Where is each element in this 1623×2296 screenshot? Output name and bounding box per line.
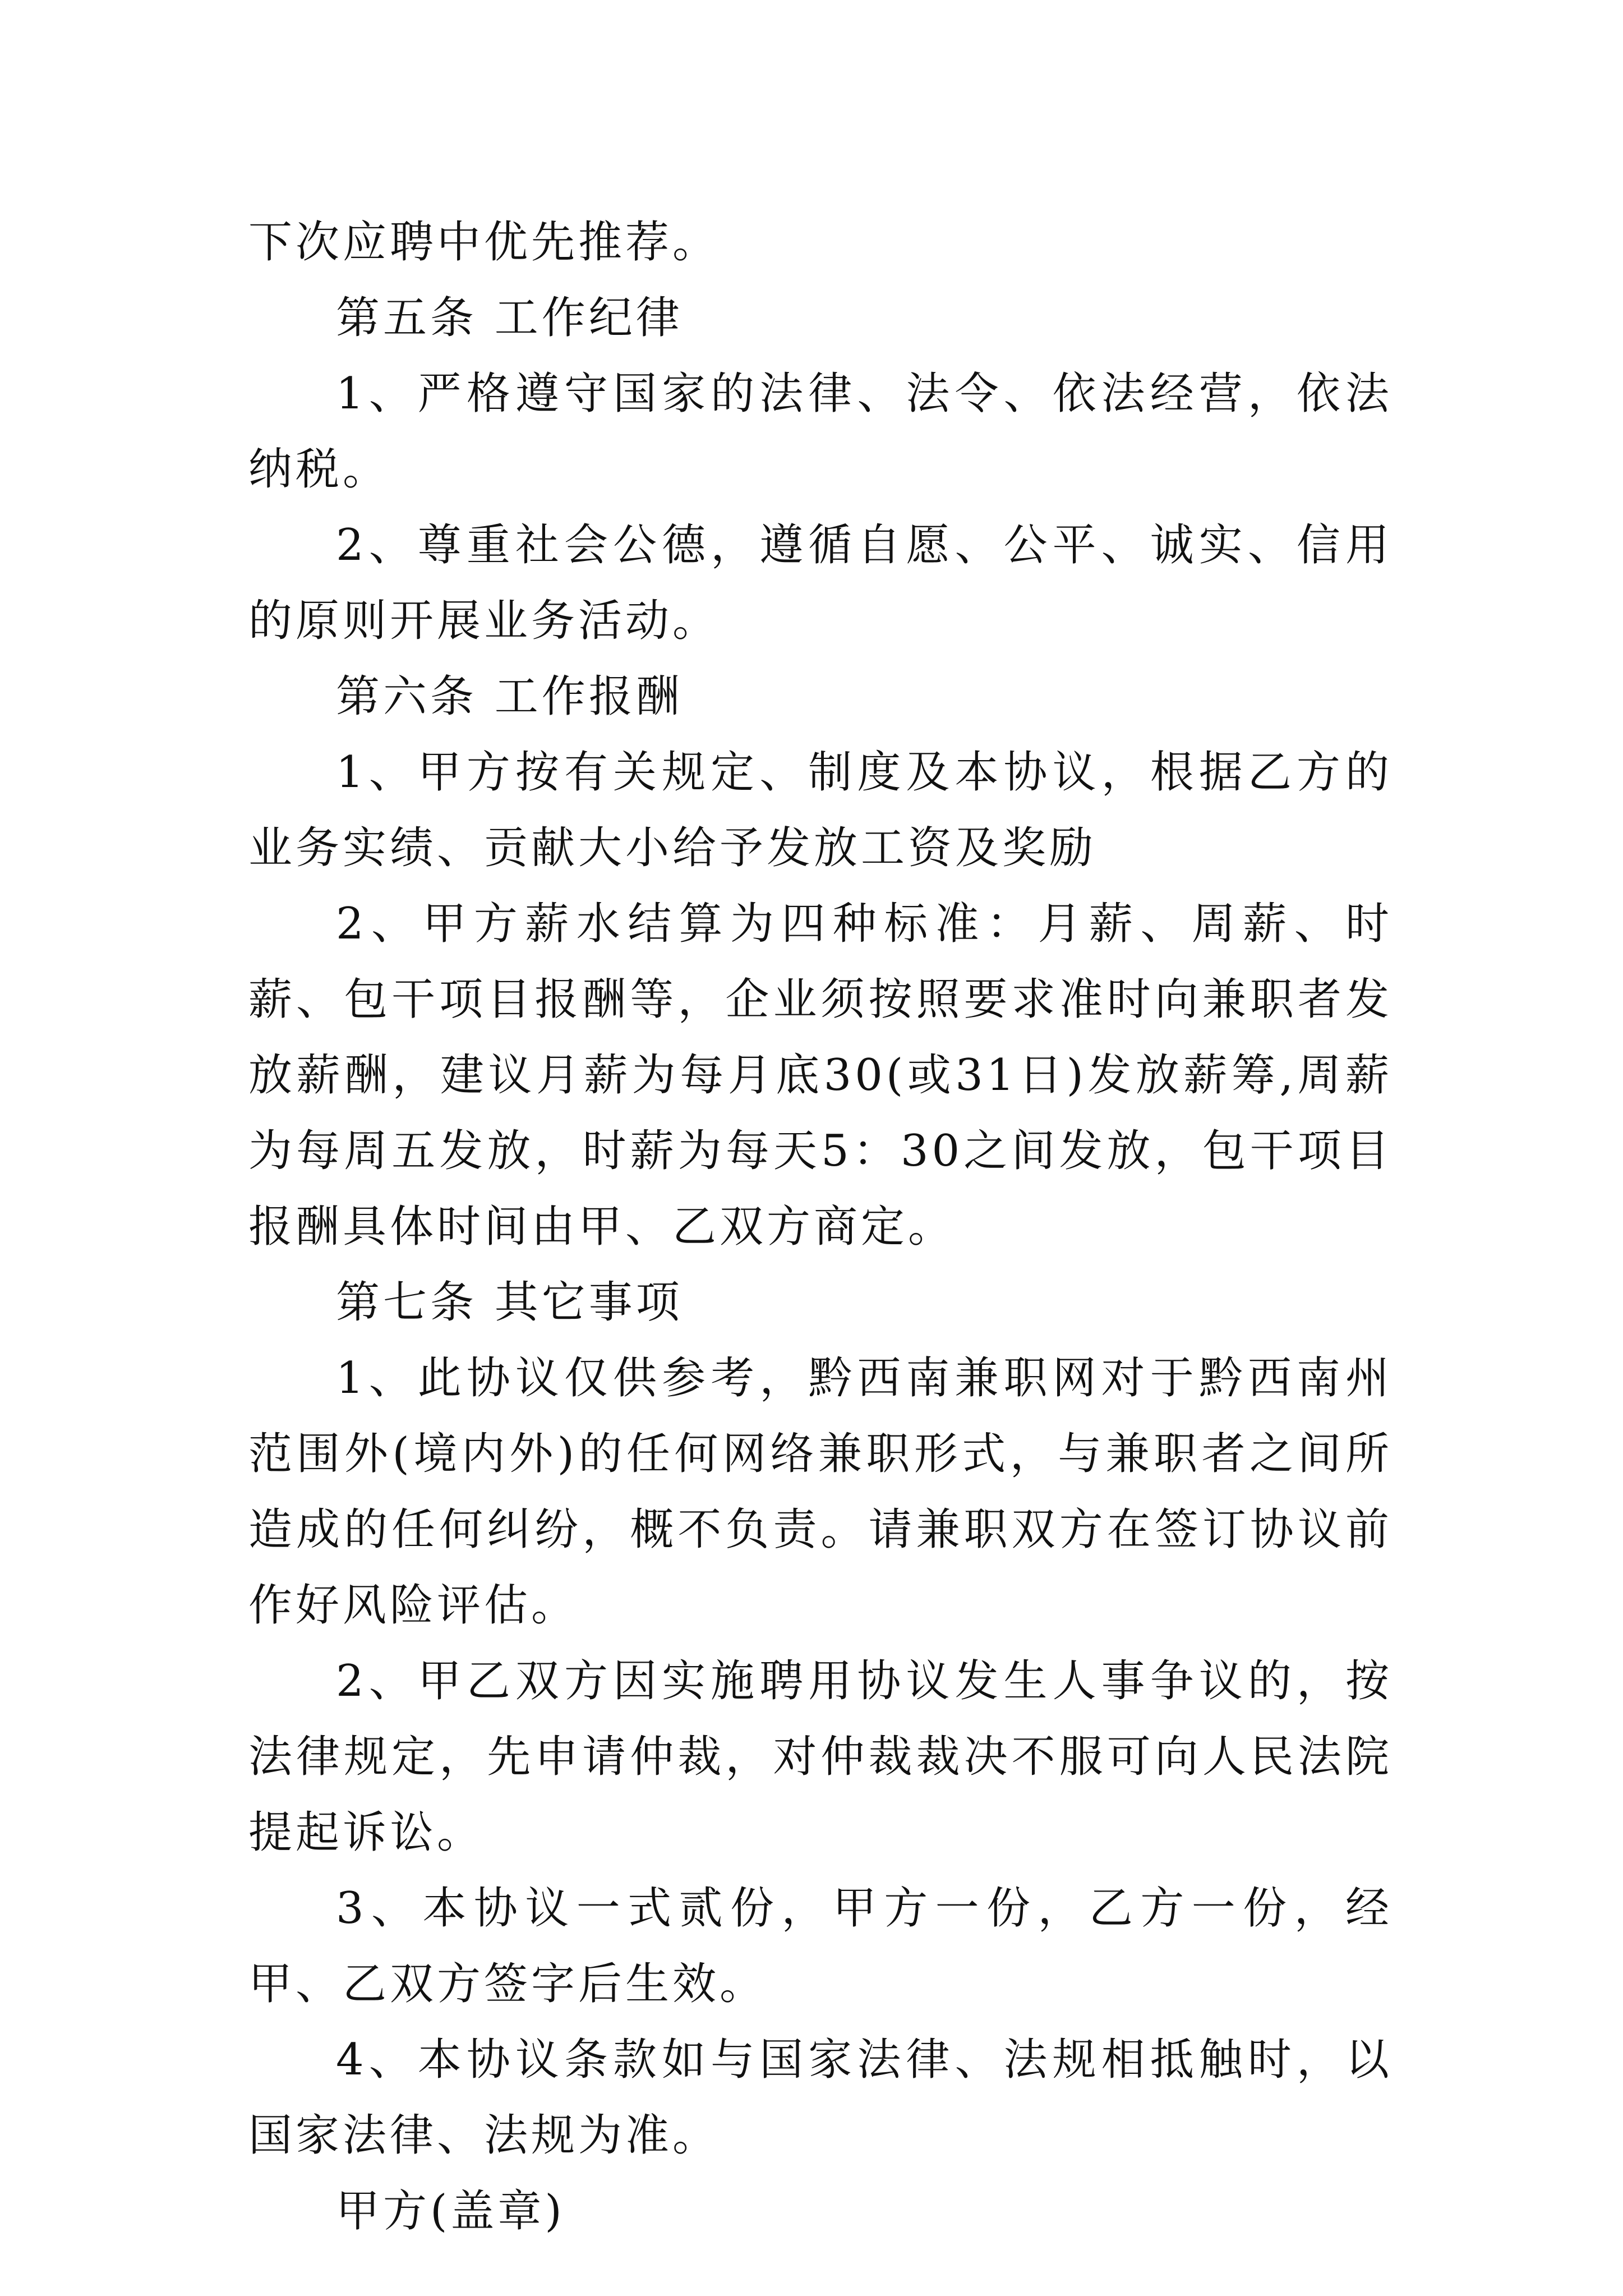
paragraph-continuation: 下次应聘中优先推荐。 [248, 217, 720, 268]
paragraph-6-1: 1、甲方按有关规定、制度及本协议，根据乙方的业务实绩、贡献大小给予发放工资及奖励 [248, 747, 1393, 873]
heading-article-6: 第六条 工作报酬 [336, 671, 683, 722]
heading-article-5: 第五条 工作纪律 [336, 293, 683, 343]
heading-article-7: 第七条 其它事项 [336, 1277, 683, 1328]
document-body [248, 205, 1393, 2249]
paragraph-6-2: 2、甲方薪水结算为四种标准：月薪、周薪、时薪、包干项目报酬等，企业须按照要求准时向兼职者发放薪酬，建议月薪为每月底30(或31日)发放薪筹,周薪为每周五发放，时薪为每天5：30之间发放，包干项目报酬具体时间由甲、乙双方商定。 [248, 899, 1393, 1252]
paragraph-7-2: 2、甲乙双方因实施聘用协议发生人事争议的，按法律规定，先申请仲裁，对仲裁裁决不服可向人民法院提起诉讼。 [248, 1656, 1393, 1858]
paragraph-5-1: 1、严格遵守国家的法律、法令、依法经营，依法纳税。 [248, 369, 1393, 495]
paragraph-5-2: 2、尊重社会公德，遵循自愿、公平、诚实、信用的原则开展业务活动。 [248, 520, 1393, 646]
party-a-seal-label: 甲方(盖章) [336, 2186, 565, 2237]
paragraph-7-4: 4、本协议条款如与国家法律、法规相抵触时，以国家法律、法规为准。 [248, 2035, 1393, 2161]
paragraph-7-3: 3、本协议一式贰份，甲方一份，乙方一份，经甲、乙双方签字后生效。 [248, 1883, 1393, 2009]
paragraph-7-1: 1、此协议仅供参考，黔西南兼职网对于黔西南州范围外(境内外)的任何网络兼职形式，与兼职者之间所造成的任何纠纷，概不负责。请兼职双方在签订协议前作好风险评估。 [248, 1353, 1393, 1631]
